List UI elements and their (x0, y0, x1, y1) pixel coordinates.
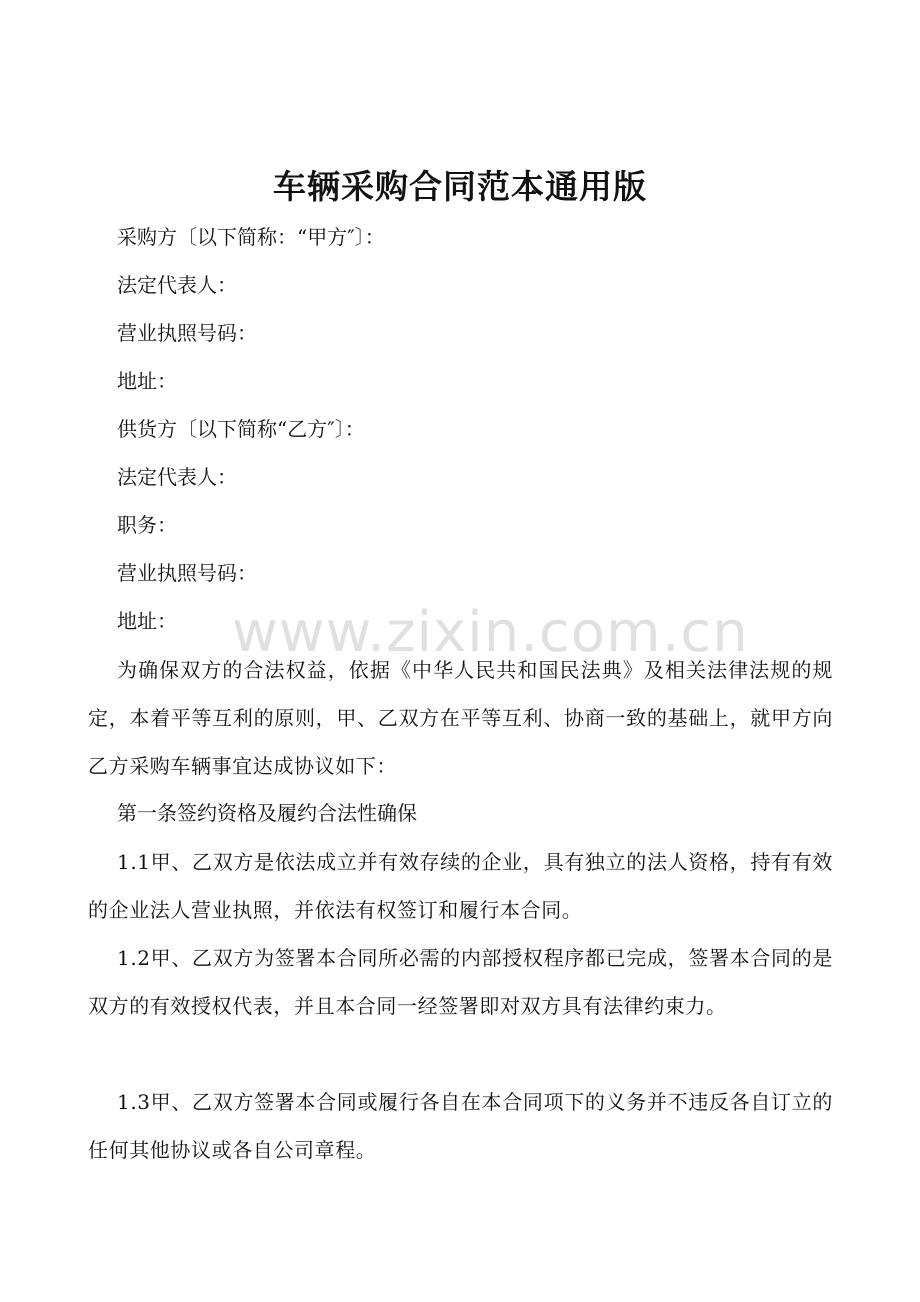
supplier-party-line: 供货方〔以下简称“乙方″〕： (117, 417, 365, 441)
article-1-heading: 第一条签约资格及履约合法性确保 (117, 801, 417, 825)
supplier-license-line: 营业执照号码： (117, 561, 257, 585)
buyer-license-line: 营业执照号码： (117, 321, 257, 345)
supplier-legal-rep-line: 法定代表人： (117, 465, 237, 489)
clause-1-1: 1.1甲、乙双方是依法成立并有效存续的企业，具有独立的法人资格，持有有效的企业法人营业执照，并依法有权签订和履行本合同。 (88, 850, 833, 922)
supplier-title-line: 职务： (117, 513, 177, 537)
buyer-party-line: 采购方〔以下简称：“甲方″〕： (117, 225, 385, 249)
supplier-address-line: 地址： (117, 609, 177, 633)
buyer-address-line: 地址： (117, 369, 177, 393)
buyer-legal-rep-line: 法定代表人： (117, 273, 237, 297)
watermark-text: www.zixin.com.cn (232, 600, 749, 665)
clause-1-3: 1.3甲、乙双方签署本合同或履行各自在本合同项下的义务并不违反各自订立的任何其他协议或各自公司章程。 (88, 1090, 833, 1162)
intro-paragraph: 为确保双方的合法权益，依据《中华人民共和国民法典》及相关法律法规的规定，本着平等互利的原则，甲、乙双方在平等互利、协商一致的基础上，就甲方向乙方采购车辆事宜达成协议如下： (88, 658, 833, 778)
document-title: 车辆采购合同范本通用版 (273, 167, 647, 206)
clause-1-2: 1.2甲、乙双方为签署本合同所必需的内部授权程序都已完成，签署本合同的是双方的有效授权代表，并且本合同一经签署即对双方具有法律约束力。 (88, 946, 833, 1018)
